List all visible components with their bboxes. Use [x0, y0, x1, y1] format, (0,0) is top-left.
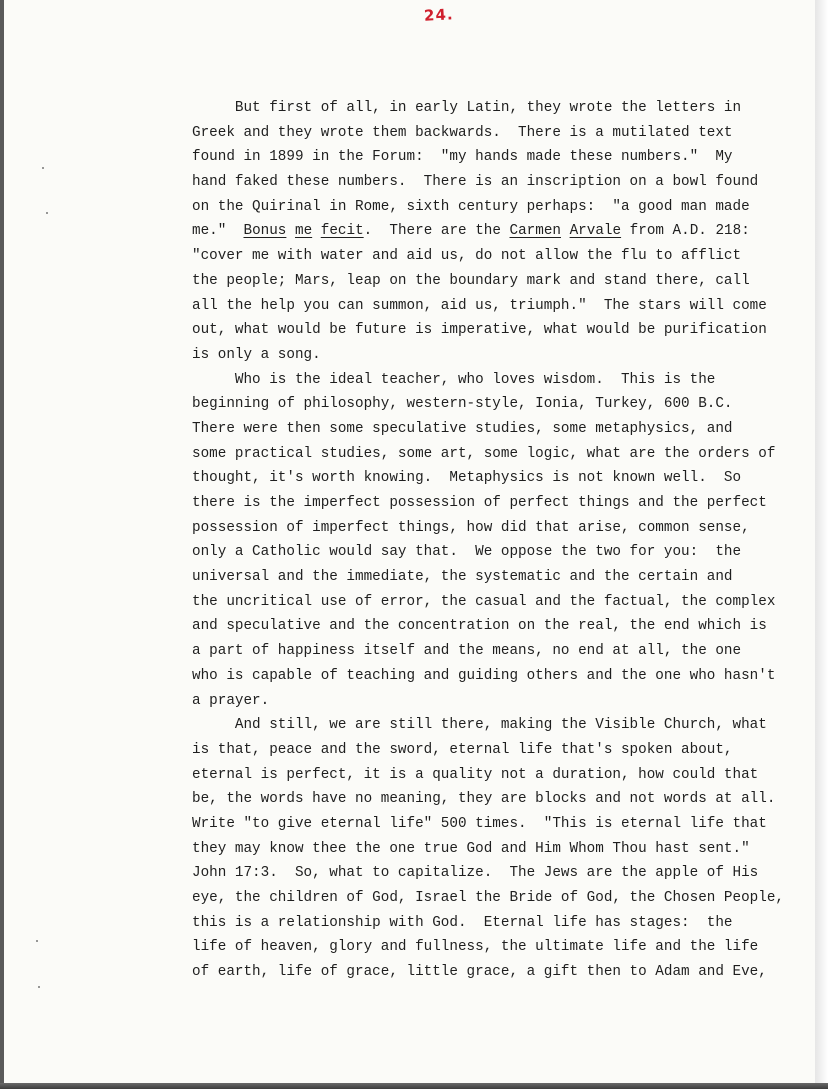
paper-speck [46, 212, 48, 214]
underlined-word: Bonus [243, 223, 287, 240]
text-line: is only a song. [192, 346, 321, 363]
text-line: life of heaven, glory and fullness, the ultimate life and the life [192, 939, 759, 956]
paper-speck [38, 986, 40, 988]
paper-speck [42, 167, 44, 169]
text-line: all the help you can summon, aid us, triumph." The stars will come [192, 297, 767, 314]
underlined-word: me [294, 223, 313, 240]
text-line: There were then some speculative studies, some metaphysics, and [192, 420, 733, 437]
text-line: this is a relationship with God. Eternal life has stages: the [192, 914, 733, 931]
underlined-word: Arvale [569, 223, 622, 240]
text-line: is that, peace and the sword, eternal life that's spoken about, [192, 741, 733, 758]
text-line: a prayer. [192, 692, 270, 709]
text-line: out, what would be future is imperative, what would be purification [192, 322, 767, 339]
text-line: Who is the ideal teacher, who loves wisdom. This is the [192, 371, 716, 388]
text-line: me." Bonus me fecit. There are the Carmen Arvale from A.D. 218: [192, 223, 750, 240]
body-text [192, 96, 784, 985]
text-line: "cover me with water and aid us, do not allow the flu to afflict [192, 248, 742, 265]
text-line: a part of happiness itself and the means, no end at all, the one [192, 643, 742, 660]
underlined-word: Carmen [509, 223, 561, 240]
text-line: But first of all, in early Latin, they wrote the letters in [192, 100, 742, 116]
text-line: there is the imperfect possession of perfect things and the perfect [192, 495, 767, 511]
text-line: Greek and they wrote them backwards. There is a mutilated text [192, 124, 733, 141]
text-line: And still, we are still there, making the Visible Church, what [192, 717, 767, 734]
text-line: they may know thee the one true God and Him Whom Thou hast sent." [192, 840, 750, 857]
text-line: on the Quirinal in Rome, sixth century perhaps: "a good man made [192, 198, 750, 215]
text-line: universal and the immediate, the systematic and the certain and [192, 569, 733, 586]
text-line: and speculative and the concentration on the real, the end which is [192, 618, 767, 635]
underlined-word: fecit [320, 223, 364, 240]
text-line: of earth, life of grace, little grace, a gift then to Adam and Eve, [192, 964, 767, 981]
text-line: who is capable of teaching and guiding others and the one who hasn't [192, 667, 776, 684]
text-line: only a Catholic would say that. We oppose the two for you: the [192, 544, 742, 561]
scan-edge-bottom [0, 1083, 828, 1089]
text-line: some practical studies, some art, some logic, what are the orders of [192, 445, 776, 462]
scan-edge-right [815, 0, 828, 1089]
typed-page [4, 0, 815, 1083]
text-line: be, the words have no meaning, they are blocks and not words at all. [192, 791, 776, 808]
text-line: thought, it's worth knowing. Metaphysics is not known well. So [192, 470, 742, 487]
handwritten-page-number: 24. [423, 5, 455, 25]
text-line: beginning of philosophy, western-style, Ionia, Turkey, 600 B.C. [192, 396, 733, 413]
paper-speck [36, 940, 38, 942]
text-line: eye, the children of God, Israel the Bride of God, the Chosen People, [192, 890, 784, 906]
text-line: possession of imperfect things, how did that arise, common sense, [192, 519, 750, 536]
text-line: hand faked these numbers. There is an inscription on a bowl found [192, 174, 759, 191]
text-line: eternal is perfect, it is a quality not a duration, how could that [192, 766, 759, 783]
text-line: John 17:3. So, what to capitalize. The Jews are the apple of His [192, 865, 759, 882]
text-line: the people; Mars, leap on the boundary mark and stand there, call [192, 272, 750, 289]
text-line: Write "to give eternal life" 500 times. "This is eternal life that [192, 815, 767, 832]
text-line: found in 1899 in the Forum: "my hands made these numbers." My [192, 149, 733, 166]
text-line: the uncritical use of error, the casual and the factual, the complex [192, 593, 776, 610]
